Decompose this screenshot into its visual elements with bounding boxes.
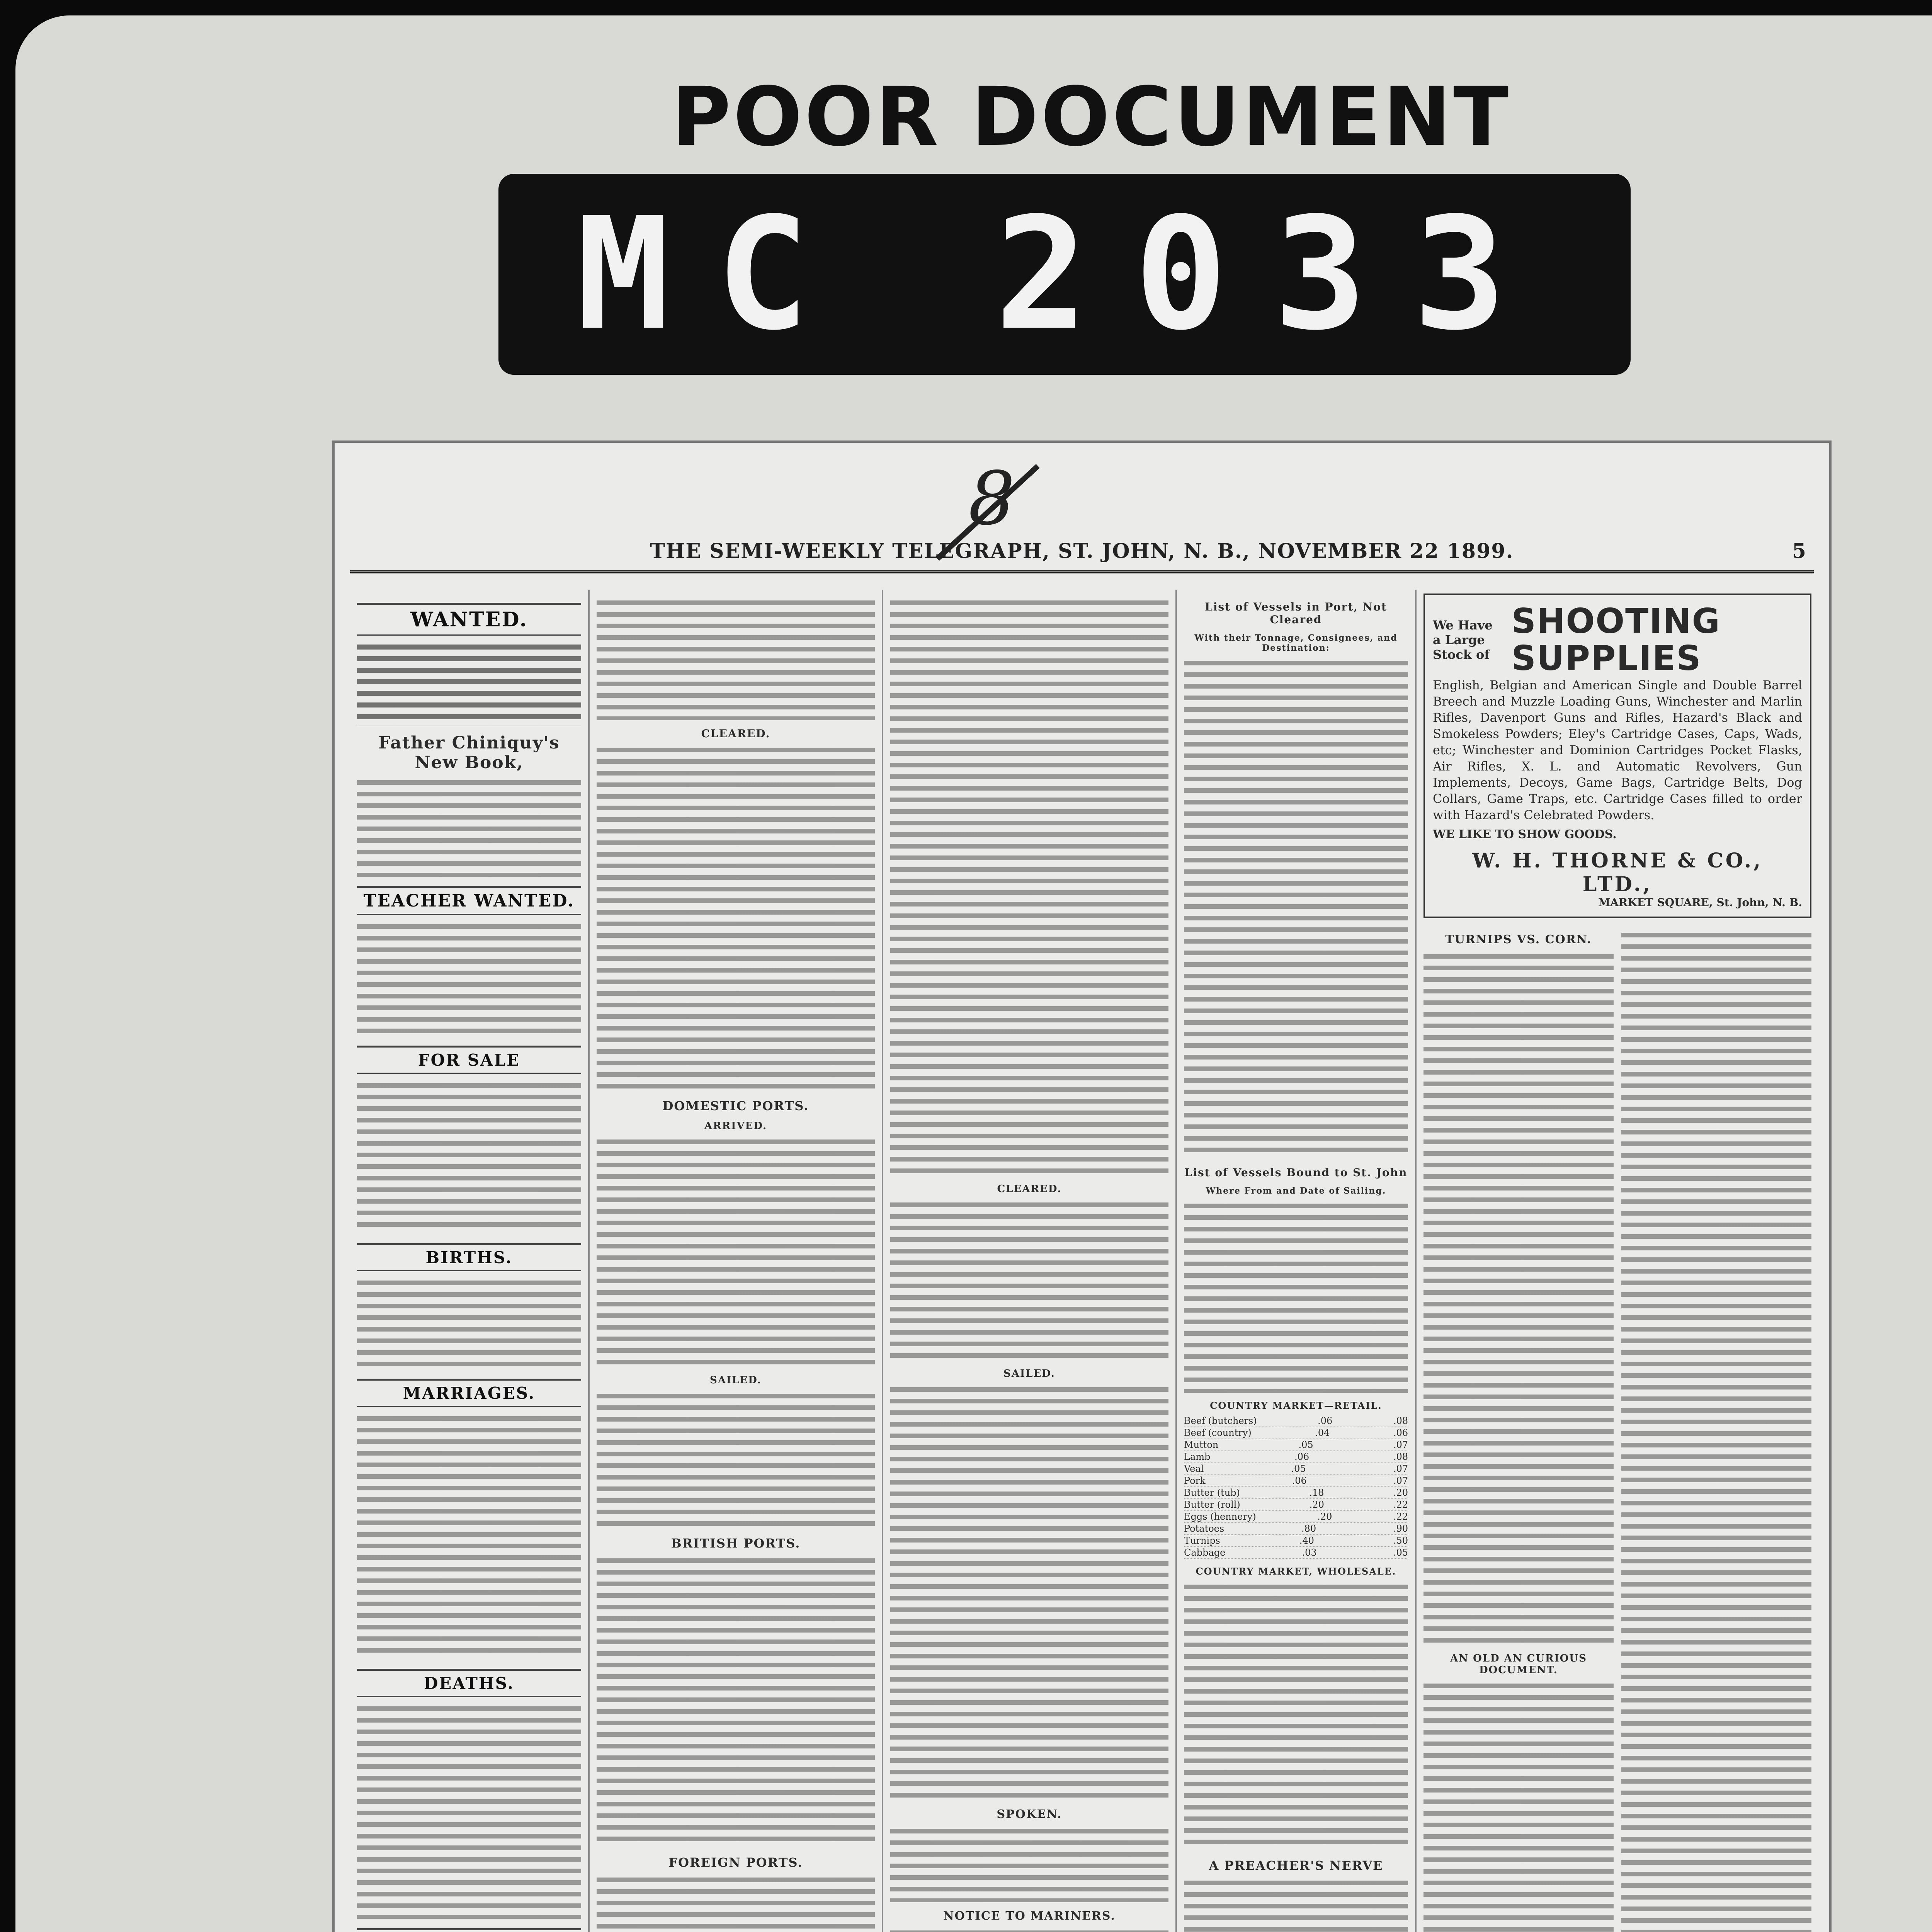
text-block — [890, 597, 1168, 1176]
market-price: .06 — [1292, 1475, 1307, 1486]
ad-body: English, Belgian and American Single and Double Barrel Breech and Muzzle Loading Guns, Winchester and Marlin Rifles, Davenport Guns and Rifles, Hazard's Black and Smokeless Powders; Eley's Cartridge Cases, Caps, Wads, etc; Winchester and Dominion Cartridges Pocket Flasks, Air Rifles, X. L. and Automatic Revolvers, Gun Implements, Decoys, Game Bags, Cartridge Belts, Dog Collars, Game Traps, etc. Cartridge Cases filled to order with Hazard's Celebrated Powders. — [1433, 678, 1802, 822]
column-2 — [590, 590, 883, 1932]
text-block — [597, 1874, 875, 1932]
text-block — [1184, 1877, 1408, 1932]
market-price: .50 — [1393, 1535, 1408, 1546]
market-price: .22 — [1393, 1511, 1408, 1522]
market-price: .20 — [1309, 1499, 1324, 1510]
market-price: .07 — [1393, 1463, 1408, 1474]
text-block — [890, 1383, 1168, 1801]
market-price: .04 — [1315, 1427, 1330, 1438]
mc-number: MC 2033 — [577, 184, 1553, 364]
market-item: Mutton — [1184, 1439, 1219, 1450]
ad-show: WE LIKE TO SHOW GOODS. — [1433, 828, 1617, 841]
ad-intro: We Have a Large Stock of — [1433, 618, 1493, 662]
market-item: Cabbage — [1184, 1547, 1226, 1558]
market-row — [1184, 1499, 1408, 1511]
text-block — [597, 744, 875, 1092]
for-sale-heading: FOR SALE — [357, 1046, 581, 1074]
market-price: .07 — [1393, 1439, 1408, 1450]
spoken-heading: SPOKEN. — [997, 1808, 1062, 1821]
vessels-subheading: With their Tonnage, Consignees, and Destination: — [1194, 633, 1398, 653]
text-block — [597, 597, 875, 720]
book-heading: Father Chiniquy's New Book, — [378, 733, 560, 772]
text-block — [357, 1079, 581, 1234]
text-block — [357, 776, 581, 877]
domestic-ports-heading: DOMESTIC PORTS. — [662, 1099, 809, 1113]
market-item: Turnips — [1184, 1535, 1220, 1546]
market-row — [1184, 1547, 1408, 1559]
deaths-heading: DEATHS. — [357, 1669, 581, 1697]
masthead-title: THE SEMI-WEEKLY TELEGRAPH, ST. JOHN, N. B., NOVEMBER 22 1899. — [650, 539, 1514, 563]
market-item: Beef (butchers) — [1184, 1415, 1257, 1426]
market-price: .18 — [1309, 1487, 1324, 1498]
market-row — [1184, 1487, 1408, 1499]
country-market-heading: COUNTRY MARKET—RETAIL. — [1210, 1400, 1382, 1411]
market-row — [1184, 1511, 1408, 1523]
market-item: Butter (tub) — [1184, 1487, 1240, 1498]
market-item: Beef (country) — [1184, 1427, 1252, 1438]
market-row — [1184, 1463, 1408, 1475]
ad-firm: W. H. THORNE & CO., LTD., — [1472, 849, 1763, 896]
poor-document-label: POOR DOCUMENT — [671, 70, 1511, 164]
column-1 — [350, 590, 590, 1932]
market-price: .03 — [1302, 1547, 1317, 1558]
market-price: .06 — [1318, 1415, 1333, 1426]
cleared-subheading: CLEARED. — [701, 727, 770, 740]
marriages-heading: MARRIAGES. — [357, 1379, 581, 1407]
market-price: .08 — [1393, 1451, 1408, 1462]
foreign-ports-heading: FOREIGN PORTS. — [668, 1855, 803, 1870]
market-item: Veal — [1184, 1463, 1204, 1474]
page-number: 5 — [1792, 539, 1806, 563]
sailed-subheading: SAILED. — [710, 1374, 762, 1386]
text-block — [357, 1702, 581, 1919]
preacher-heading: A PREACHER'S NERVE — [1209, 1858, 1383, 1873]
bound-heading: List of Vessels Bound to St. John — [1184, 1166, 1408, 1179]
wanted-heading: WANTED. — [357, 603, 581, 636]
text-block — [597, 1136, 875, 1367]
market-item: Potatoes — [1184, 1523, 1225, 1534]
market-price: .05 — [1298, 1439, 1313, 1450]
cleared-subheading: CLEARED. — [997, 1183, 1062, 1195]
shooting-supplies-ad — [1423, 594, 1811, 918]
market-price: .05 — [1291, 1463, 1306, 1474]
market-row — [1184, 1475, 1408, 1487]
column-4 — [1177, 590, 1417, 1932]
market-price: .06 — [1393, 1427, 1408, 1438]
bound-subheading: Where From and Date of Sailing. — [1206, 1186, 1386, 1196]
text-block — [1184, 1200, 1408, 1393]
market-price: .07 — [1393, 1475, 1408, 1486]
vessels-heading: List of Vessels in Port, Not Cleared — [1205, 600, 1387, 626]
text-block — [1423, 1680, 1614, 1932]
market-price: .06 — [1294, 1451, 1310, 1462]
text-block — [357, 1277, 581, 1369]
market-row — [1184, 1427, 1408, 1439]
text-block — [357, 920, 581, 1036]
market-price: .05 — [1393, 1547, 1408, 1558]
text-block — [597, 1390, 875, 1529]
teacher-wanted-heading: TEACHER WANTED. — [357, 886, 581, 915]
wholesale-heading: COUNTRY MARKET, WHOLESALE. — [1196, 1566, 1396, 1577]
market-price: .80 — [1301, 1523, 1316, 1534]
text-block — [890, 1199, 1168, 1361]
market-table — [1184, 1415, 1408, 1559]
text-block — [890, 1927, 1168, 1932]
text-block — [357, 1412, 581, 1660]
text-block — [890, 1825, 1168, 1902]
handwritten-mark-text: 8 — [968, 458, 1015, 541]
market-row — [1184, 1415, 1408, 1427]
text-block — [1184, 657, 1408, 1159]
market-price: .90 — [1393, 1523, 1408, 1534]
market-item: Butter (roll) — [1184, 1499, 1240, 1510]
turnips-heading: TURNIPS VS. CORN. — [1445, 933, 1592, 946]
old-document-heading: AN OLD AN CURIOUS DOCUMENT. — [1450, 1653, 1587, 1676]
mc-band — [498, 174, 1631, 375]
arrived-subheading: ARRIVED. — [704, 1120, 767, 1132]
market-row — [1184, 1535, 1408, 1547]
market-row — [1184, 1451, 1408, 1463]
column-5 — [1417, 590, 1818, 1932]
market-row — [1184, 1439, 1408, 1451]
market-price: .20 — [1393, 1487, 1408, 1498]
market-item: Lamb — [1184, 1451, 1211, 1462]
text-block — [597, 1554, 875, 1848]
market-row — [1184, 1523, 1408, 1535]
column-3 — [883, 590, 1177, 1932]
market-price: .22 — [1393, 1499, 1408, 1510]
market-item: Eggs (hennery) — [1184, 1511, 1256, 1522]
text-block — [1621, 929, 1811, 1932]
market-item: Pork — [1184, 1475, 1206, 1486]
text-block — [357, 641, 581, 726]
ad-title: SHOOTING SUPPLIES — [1511, 601, 1721, 678]
births-heading: BIRTHS. — [357, 1243, 581, 1271]
text-block — [1423, 950, 1614, 1646]
market-price: .20 — [1317, 1511, 1332, 1522]
market-price: .08 — [1393, 1415, 1408, 1426]
market-price: .40 — [1299, 1535, 1314, 1546]
ad-address: MARKET SQUARE, St. John, N. B. — [1598, 896, 1802, 909]
notice-heading: NOTICE TO MARINERS. — [943, 1909, 1116, 1923]
newspaper-page — [332, 440, 1832, 1932]
marine-journal-heading — [357, 1928, 581, 1932]
text-block — [1184, 1581, 1408, 1851]
british-ports-heading: BRITISH PORTS. — [671, 1536, 801, 1551]
article-column-left — [1423, 926, 1614, 1932]
article-column-right — [1621, 926, 1811, 1932]
masthead — [350, 536, 1814, 573]
sailed-subheading: SAILED. — [1003, 1368, 1055, 1379]
